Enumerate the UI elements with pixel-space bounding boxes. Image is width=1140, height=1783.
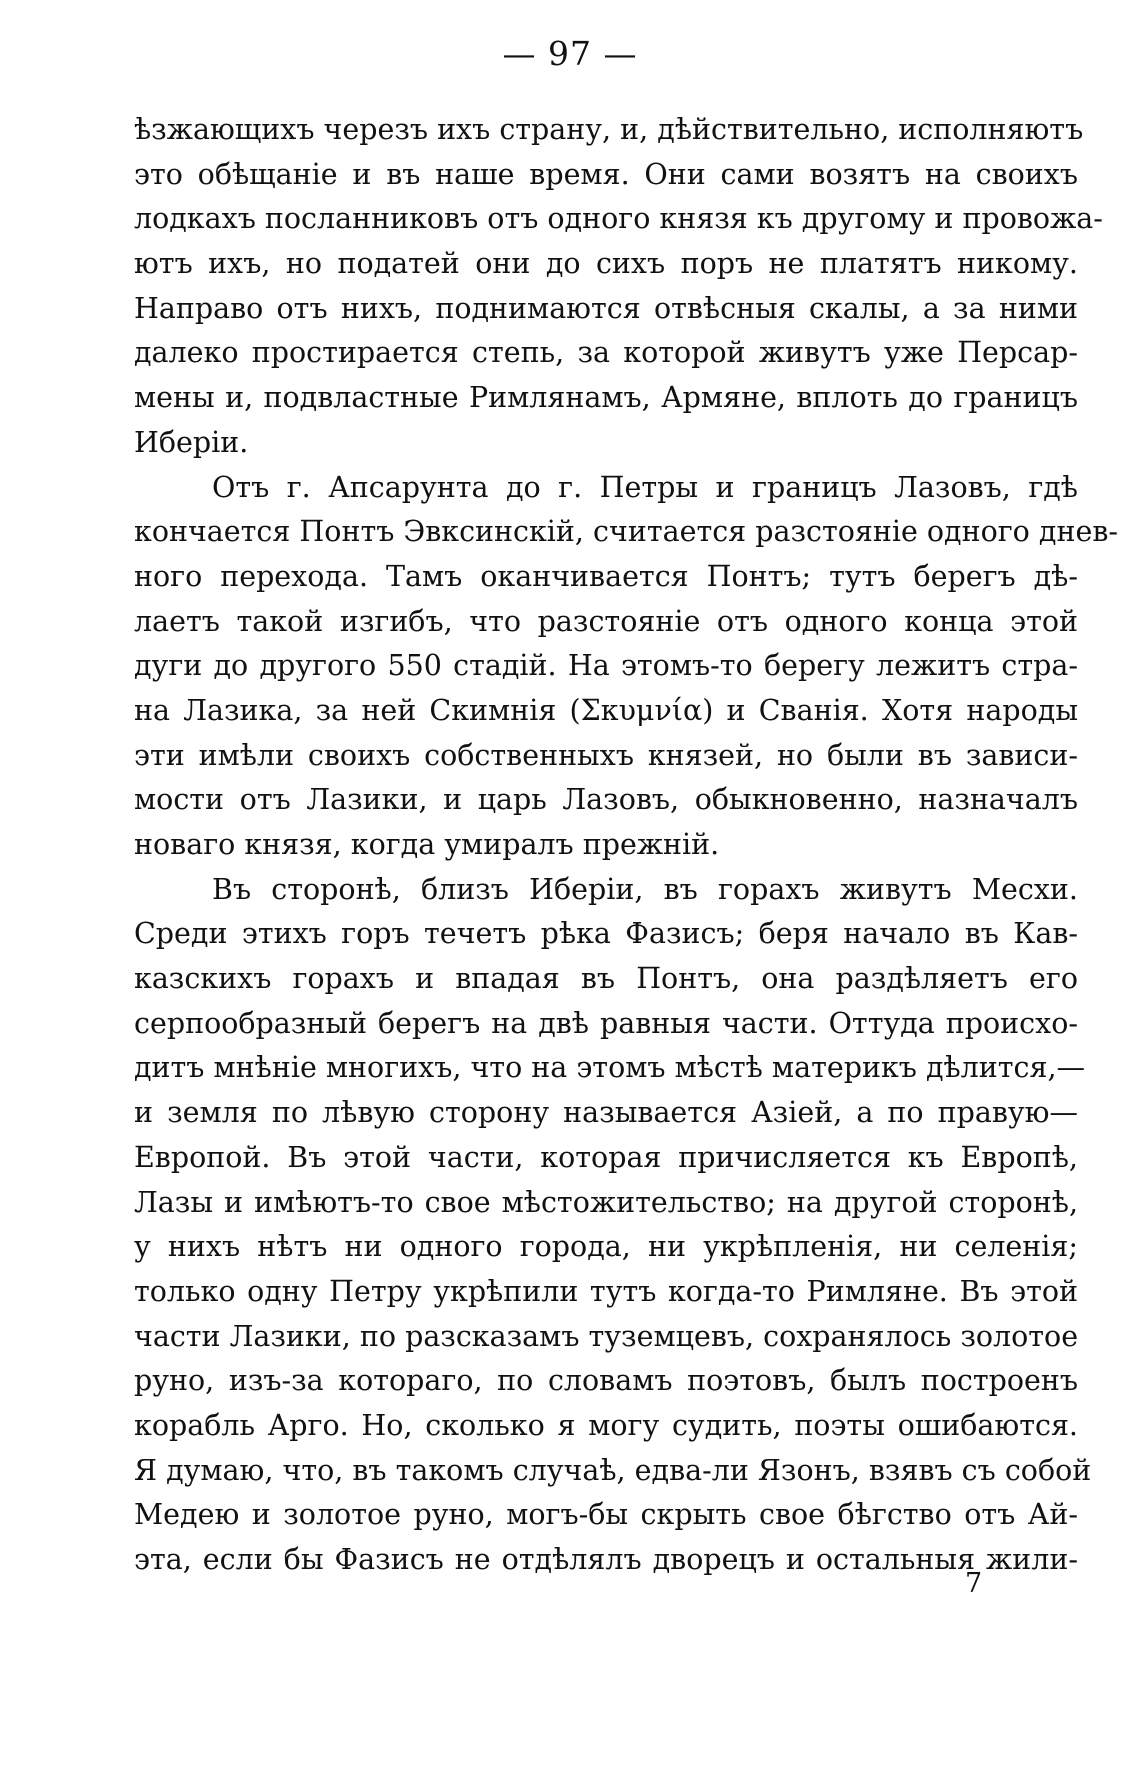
text-line: далеко простирается степь, за которой живутъ уже Персар- — [134, 336, 1078, 370]
text-line: Медею и золотое руно, могъ-бы скрыть свое бѣгство отъ Ай- — [134, 1498, 1078, 1532]
text-line: серпообразный берегъ на двѣ равныя части. Оттуда происхо- — [134, 1006, 1078, 1040]
text-line: руно, изъ-за котораго, по словамъ поэтовъ, былъ построенъ — [134, 1364, 1078, 1398]
text-block — [134, 108, 1118, 1583]
text-line: Въ сторонѣ, близъ Иберіи, въ горахъ живутъ Месхи. — [212, 872, 1078, 906]
text-line: мости отъ Лазики, и царь Лазовъ, обыкновенно, назначалъ — [134, 783, 1078, 817]
paragraph — [134, 108, 1103, 466]
text-line: ѣзжающихъ черезъ ихъ страну, и, дѣйствительно, исполняютъ — [134, 113, 1084, 146]
paragraph — [134, 868, 1092, 1583]
text-line: Среди этихъ горъ течетъ рѣка Фазисъ; беря начало въ Кав- — [134, 917, 1078, 951]
text-line: Иберіи. — [134, 425, 249, 459]
text-line: Отъ г. Апсарунта до г. Петры и границъ Лазовъ, гдѣ — [212, 470, 1078, 504]
text-line: у нихъ нѣтъ ни одного города, ни укрѣпленія, ни селенія; — [134, 1230, 1078, 1264]
text-line: кончается Понтъ Эвксинскій, считается разстояніе одного днев- — [134, 515, 1118, 549]
signature-mark: 7 — [965, 1568, 983, 1599]
text-line: лодкахъ посланниковъ отъ одного князя къ другому и провожа- — [134, 202, 1103, 236]
text-line: Я думаю, что, въ такомъ случаѣ, едва-ли Язонъ, взявъ съ собой — [134, 1453, 1092, 1487]
text-line: ного перехода. Тамъ оканчивается Понтъ; тутъ берегъ дѣ- — [134, 559, 1078, 593]
text-line: эта, если бы Фазисъ не отдѣлялъ дворецъ и остальныя жили- — [134, 1543, 1078, 1576]
text-line: Европой. Въ этой части, которая причисляется къ Европѣ, — [134, 1140, 1078, 1174]
page-number: — 97 — — [502, 34, 638, 73]
text-line: корабль Арго. Но, сколько я могу судить, поэты ошибаются. — [134, 1408, 1078, 1442]
text-line: Направо отъ нихъ, поднимаются отвѣсныя скалы, а за ними — [134, 291, 1078, 325]
text-line: на Лазика, за ней Скимнія (Σκυμνία) и Сванія. Хотя народы — [134, 693, 1078, 727]
text-line: дуги до другого 550 стадій. На этомъ-то берегу лежитъ стра- — [134, 649, 1078, 683]
text-line: Лазы и имѣютъ-то свое мѣстожительство; на другой сторонѣ, — [134, 1185, 1078, 1219]
text-line: и земля по лѣвую сторону называется Азіей, а по правую— — [134, 1096, 1078, 1130]
text-line: только одну Петру укрѣпили тутъ когда-то Римляне. Въ этой — [134, 1274, 1078, 1308]
text-line: эти имѣли своихъ собственныхъ князей, но были въ зависи- — [134, 738, 1078, 772]
text-line: казскихъ горахъ и впадая въ Понтъ, она раздѣляетъ его — [134, 962, 1078, 996]
text-line: это обѣщаніе и въ наше время. Они сами возятъ на своихъ — [134, 157, 1078, 191]
text-line: дитъ мнѣніе многихъ, что на этомъ мѣстѣ материкъ дѣлится,— — [134, 1051, 1086, 1085]
text-line: новаго князя, когда умиралъ прежній. — [134, 828, 720, 861]
text-line: лаетъ такой изгибъ, что разстояніе отъ одного конца этой — [134, 604, 1078, 638]
text-line: части Лазики, по разсказамъ туземцевъ, сохранялось золотое — [134, 1319, 1079, 1353]
text-line: ютъ ихъ, но податей они до сихъ поръ не платятъ никому. — [134, 247, 1078, 281]
text-line: мены и, подвластные Римлянамъ, Армяне, вплоть до границъ — [134, 381, 1078, 415]
paragraph — [134, 466, 1118, 868]
